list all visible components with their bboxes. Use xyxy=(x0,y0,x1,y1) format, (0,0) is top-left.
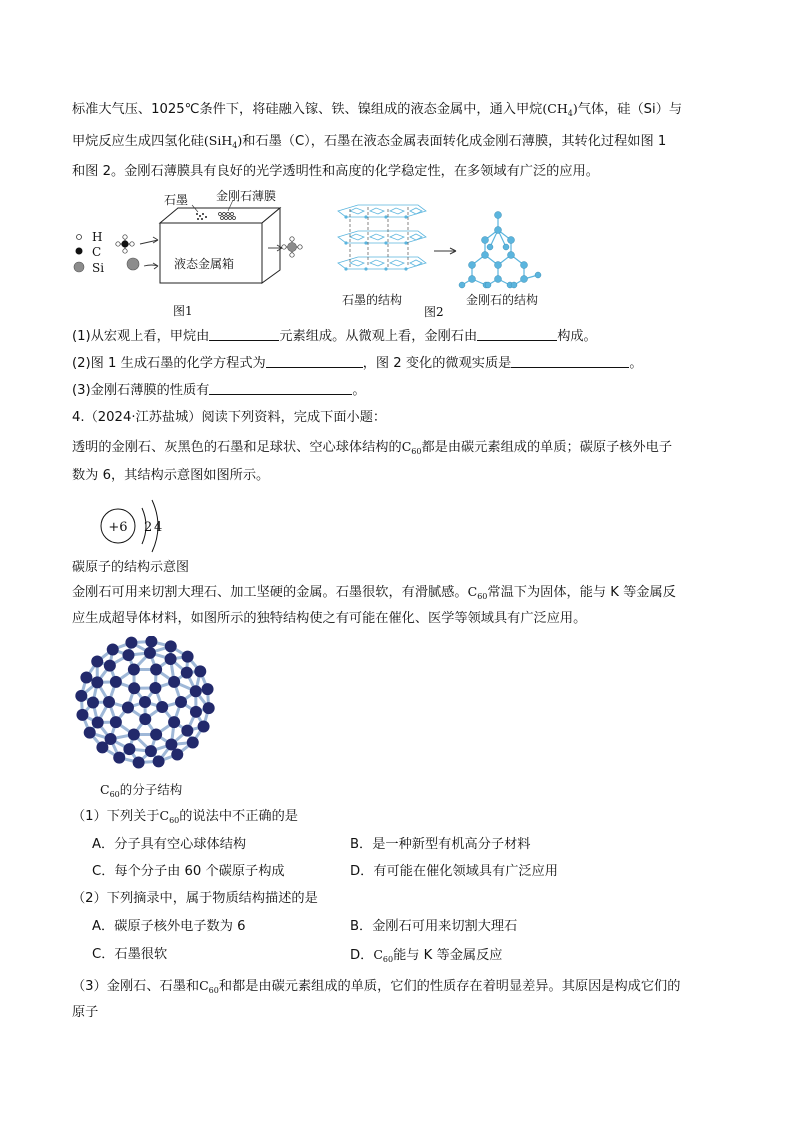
legend-c-label: C xyxy=(92,245,102,259)
subquestion-3-line-2: 原子 xyxy=(72,1005,99,1020)
formula-sih4: (SiH$_4$) xyxy=(203,133,243,150)
answer-blank[interactable] xyxy=(209,327,279,341)
c60-carbon-atom xyxy=(198,720,210,732)
c60-carbon-atom xyxy=(122,702,134,714)
c60-molecule-image xyxy=(70,636,220,776)
c60-carbon-atom xyxy=(133,756,145,768)
c60-carbon-atom xyxy=(92,717,104,729)
formula-c60: $C_{60}$ xyxy=(401,439,422,456)
formula-c60: $C_{60}$ xyxy=(467,584,488,601)
intro-line-2 xyxy=(72,131,666,152)
graphite-label: 石墨 xyxy=(164,193,189,207)
answer-blank[interactable] xyxy=(209,381,352,395)
c60-carbon-atom xyxy=(128,729,140,741)
formula-c60: $C_{60}$ xyxy=(159,808,180,825)
c60-carbon-atom xyxy=(194,665,206,677)
c60-carbon-atom xyxy=(128,682,140,694)
legend-h-label: H xyxy=(92,230,103,244)
liquid-metal-box xyxy=(160,208,280,283)
c60-carbon-atom xyxy=(181,725,193,737)
c60-carbon-atom xyxy=(128,663,140,675)
c60-carbon-atom xyxy=(203,702,215,714)
c60-carbon-atom xyxy=(171,749,183,761)
legend-si-label: Si xyxy=(92,261,105,275)
answer-blank[interactable] xyxy=(266,354,363,368)
c60-carbon-atom xyxy=(145,636,157,648)
c60-carbon-atom xyxy=(168,676,180,688)
c60-carbon-atom xyxy=(168,716,180,728)
c60-carbon-atom xyxy=(181,667,193,679)
option-2b[interactable]: B．金刚石可用来切割大理石 xyxy=(350,919,518,934)
option-2a[interactable]: A．碳原子核外电子数为 6 xyxy=(92,919,246,934)
shell-2-count: 4 xyxy=(154,520,163,535)
option-1a[interactable]: A．分子具有空心球体结构 xyxy=(92,837,247,852)
option-2d[interactable]: D．$C_{60}$能与 K 等金属反应 xyxy=(350,947,503,964)
diamond-structure-icon xyxy=(459,212,541,289)
question-text: (3)金刚石薄膜的性质有 xyxy=(72,383,210,398)
c60-carbon-atom xyxy=(110,716,122,728)
diamond-film-label: 金刚石薄膜 xyxy=(216,189,277,203)
c60-carbon-atom xyxy=(165,653,177,665)
c60-carbon-atom xyxy=(80,672,92,684)
methane-molecule-icon xyxy=(116,235,134,253)
option-1d[interactable]: D．有可能在催化领域具有广泛应用 xyxy=(350,864,558,879)
c60-carbon-atom xyxy=(175,696,187,708)
figure-1 xyxy=(70,188,310,320)
intro-line-3: 和图 2。金刚石薄膜具有良好的光学透明性和高度的化学稳定性，在多领域有广泛的应用。 xyxy=(72,164,599,179)
c60-carbon-atom xyxy=(113,752,125,764)
option-1b[interactable]: B．是一种新型有机高分子材料 xyxy=(350,837,531,852)
legend-c-atom xyxy=(76,248,83,255)
c60-carbon-atom xyxy=(144,647,156,659)
si-atom-icon xyxy=(127,258,139,270)
answer-blank[interactable] xyxy=(477,327,557,341)
intro-text: 甲烷反应生成四氢化硅 xyxy=(72,134,204,149)
formula-c60: $C_{60}$ xyxy=(199,978,219,995)
graphite-structure-icon xyxy=(338,205,426,269)
problem-4-line-4: 应生成超导体材料，如图所示的独特结构使之有可能在催化、医学等领域具有广泛应用。 xyxy=(72,611,587,626)
c60-carbon-atom xyxy=(96,741,108,753)
problem-4-title: 4.（2024·江苏盐城）阅读下列资料，完成下面小题： xyxy=(72,410,387,425)
question-text: 。 xyxy=(352,383,366,398)
question-text: 元素组成。从微观上看，金刚石由 xyxy=(279,329,478,344)
question-text: (2)图 1 生成石墨的化学方程式为 xyxy=(72,356,266,371)
passage-text: 透明的金刚石、灰黑色的石墨和足球状、空心球体结构的 xyxy=(72,440,402,455)
c60-carbon-atom xyxy=(123,743,135,755)
question-1 xyxy=(72,327,597,347)
passage-text: 常温下为固体，能与 K 等金属反 xyxy=(487,585,676,600)
intro-text: 和石墨（C），石墨在液态金属表面转化成金刚石薄膜，其转化过程如图 1 xyxy=(242,134,667,149)
c60-carbon-atom xyxy=(87,696,99,708)
intro-text: 标准大气压、1025℃条件下，将硅融入镓、铁、镍组成的液态金属中，通入甲烷 xyxy=(72,102,543,117)
question-text: 构成。 xyxy=(557,329,597,344)
c60-carbon-atom xyxy=(91,676,103,688)
formula-c60: $C_{60}$ xyxy=(373,947,394,964)
c60-carbon-atom xyxy=(150,663,162,675)
c60-carbon-atom xyxy=(182,651,194,663)
c60-carbon-atom xyxy=(190,706,202,718)
carbon-atom-diagram xyxy=(92,494,182,556)
option-1c[interactable]: C．每个分子由 60 个碳原子构成 xyxy=(92,864,285,879)
subquestion-1-stem: （1）下列关于$C_{60}$的说法中不正确的是 xyxy=(72,808,298,825)
formula-ch4: $(CH_4)$ xyxy=(542,101,578,118)
c60-carbon-atom xyxy=(150,729,162,741)
intro-text: 气体，硅（Si）与 xyxy=(577,102,683,117)
option-2c[interactable]: C．石墨很软 xyxy=(92,947,168,962)
c60-carbon-atom xyxy=(153,755,165,767)
c60-carbon-atom xyxy=(125,637,137,649)
c60-carbon-atom xyxy=(76,709,88,721)
c60-carbon-atom xyxy=(149,682,161,694)
figure-2-caption: 图2 xyxy=(424,305,444,319)
c60-carbon-atom xyxy=(187,736,199,748)
answer-blank[interactable] xyxy=(511,354,629,368)
c60-carbon-atom xyxy=(202,683,214,695)
figure-2 xyxy=(330,195,560,320)
c60-carbon-atom xyxy=(145,745,157,757)
problem-4-line-2: 数为 6，其结构示意图如图所示。 xyxy=(72,468,270,483)
c60-carbon-atom xyxy=(139,696,151,708)
c60-carbon-atom xyxy=(103,696,115,708)
question-text: ，图 2 变化的微观实质是 xyxy=(362,356,512,371)
c60-carbon-atom xyxy=(84,727,96,739)
c60-carbon-atom xyxy=(165,640,177,652)
silane-molecule-icon xyxy=(282,237,302,257)
problem-4-line-3 xyxy=(72,582,676,603)
question-2 xyxy=(72,354,643,374)
c60-carbon-atom xyxy=(156,701,168,713)
question-text: 。 xyxy=(629,356,643,371)
legend-si-atom xyxy=(74,262,84,272)
atom-diagram-caption: 碳原子的结构示意图 xyxy=(72,560,190,575)
intro-line-1 xyxy=(72,99,682,120)
shell-1-count: 2 xyxy=(144,520,153,535)
problem-4-line-1 xyxy=(72,437,672,458)
liquid-box-label: 液态金属箱 xyxy=(174,257,235,271)
c60-carbon-atom xyxy=(110,676,122,688)
c60-carbon-atom xyxy=(190,685,202,697)
subquestion-2-stem: （2）下列摘录中，属于物质结构描述的是 xyxy=(72,891,318,906)
legend-h-atom xyxy=(77,235,82,240)
c60-carbon-atom xyxy=(104,660,116,672)
c60-carbon-atom xyxy=(107,643,119,655)
passage-text: 金刚石可用来切割大理石、加工坚硬的金属。石墨很软，有滑腻感。 xyxy=(72,585,468,600)
question-text: (1)从宏观上看，甲烷由 xyxy=(72,329,210,344)
subquestion-3-line-1: （3）金刚石、石墨和$C_{60}$和都是由碳元素组成的单质，它们的性质存在着明显差异。其原因是构成它们的 xyxy=(72,978,681,995)
c60-carbon-atom xyxy=(139,713,151,725)
c60-carbon-atom xyxy=(75,690,87,702)
c60-carbon-atom xyxy=(91,656,103,668)
figure-1-caption: 图1 xyxy=(173,304,193,318)
nucleus-charge: +6 xyxy=(108,520,128,535)
c60-carbon-atom xyxy=(122,649,134,661)
passage-text: 都是由碳元素组成的单质；碳原子核外电子 xyxy=(421,440,673,455)
graphite-structure-label: 石墨的结构 xyxy=(342,293,403,307)
question-3 xyxy=(72,381,366,401)
c60-caption: $C_{60}$的分子结构 xyxy=(100,782,183,799)
diamond-structure-label: 金刚石的结构 xyxy=(466,293,539,307)
